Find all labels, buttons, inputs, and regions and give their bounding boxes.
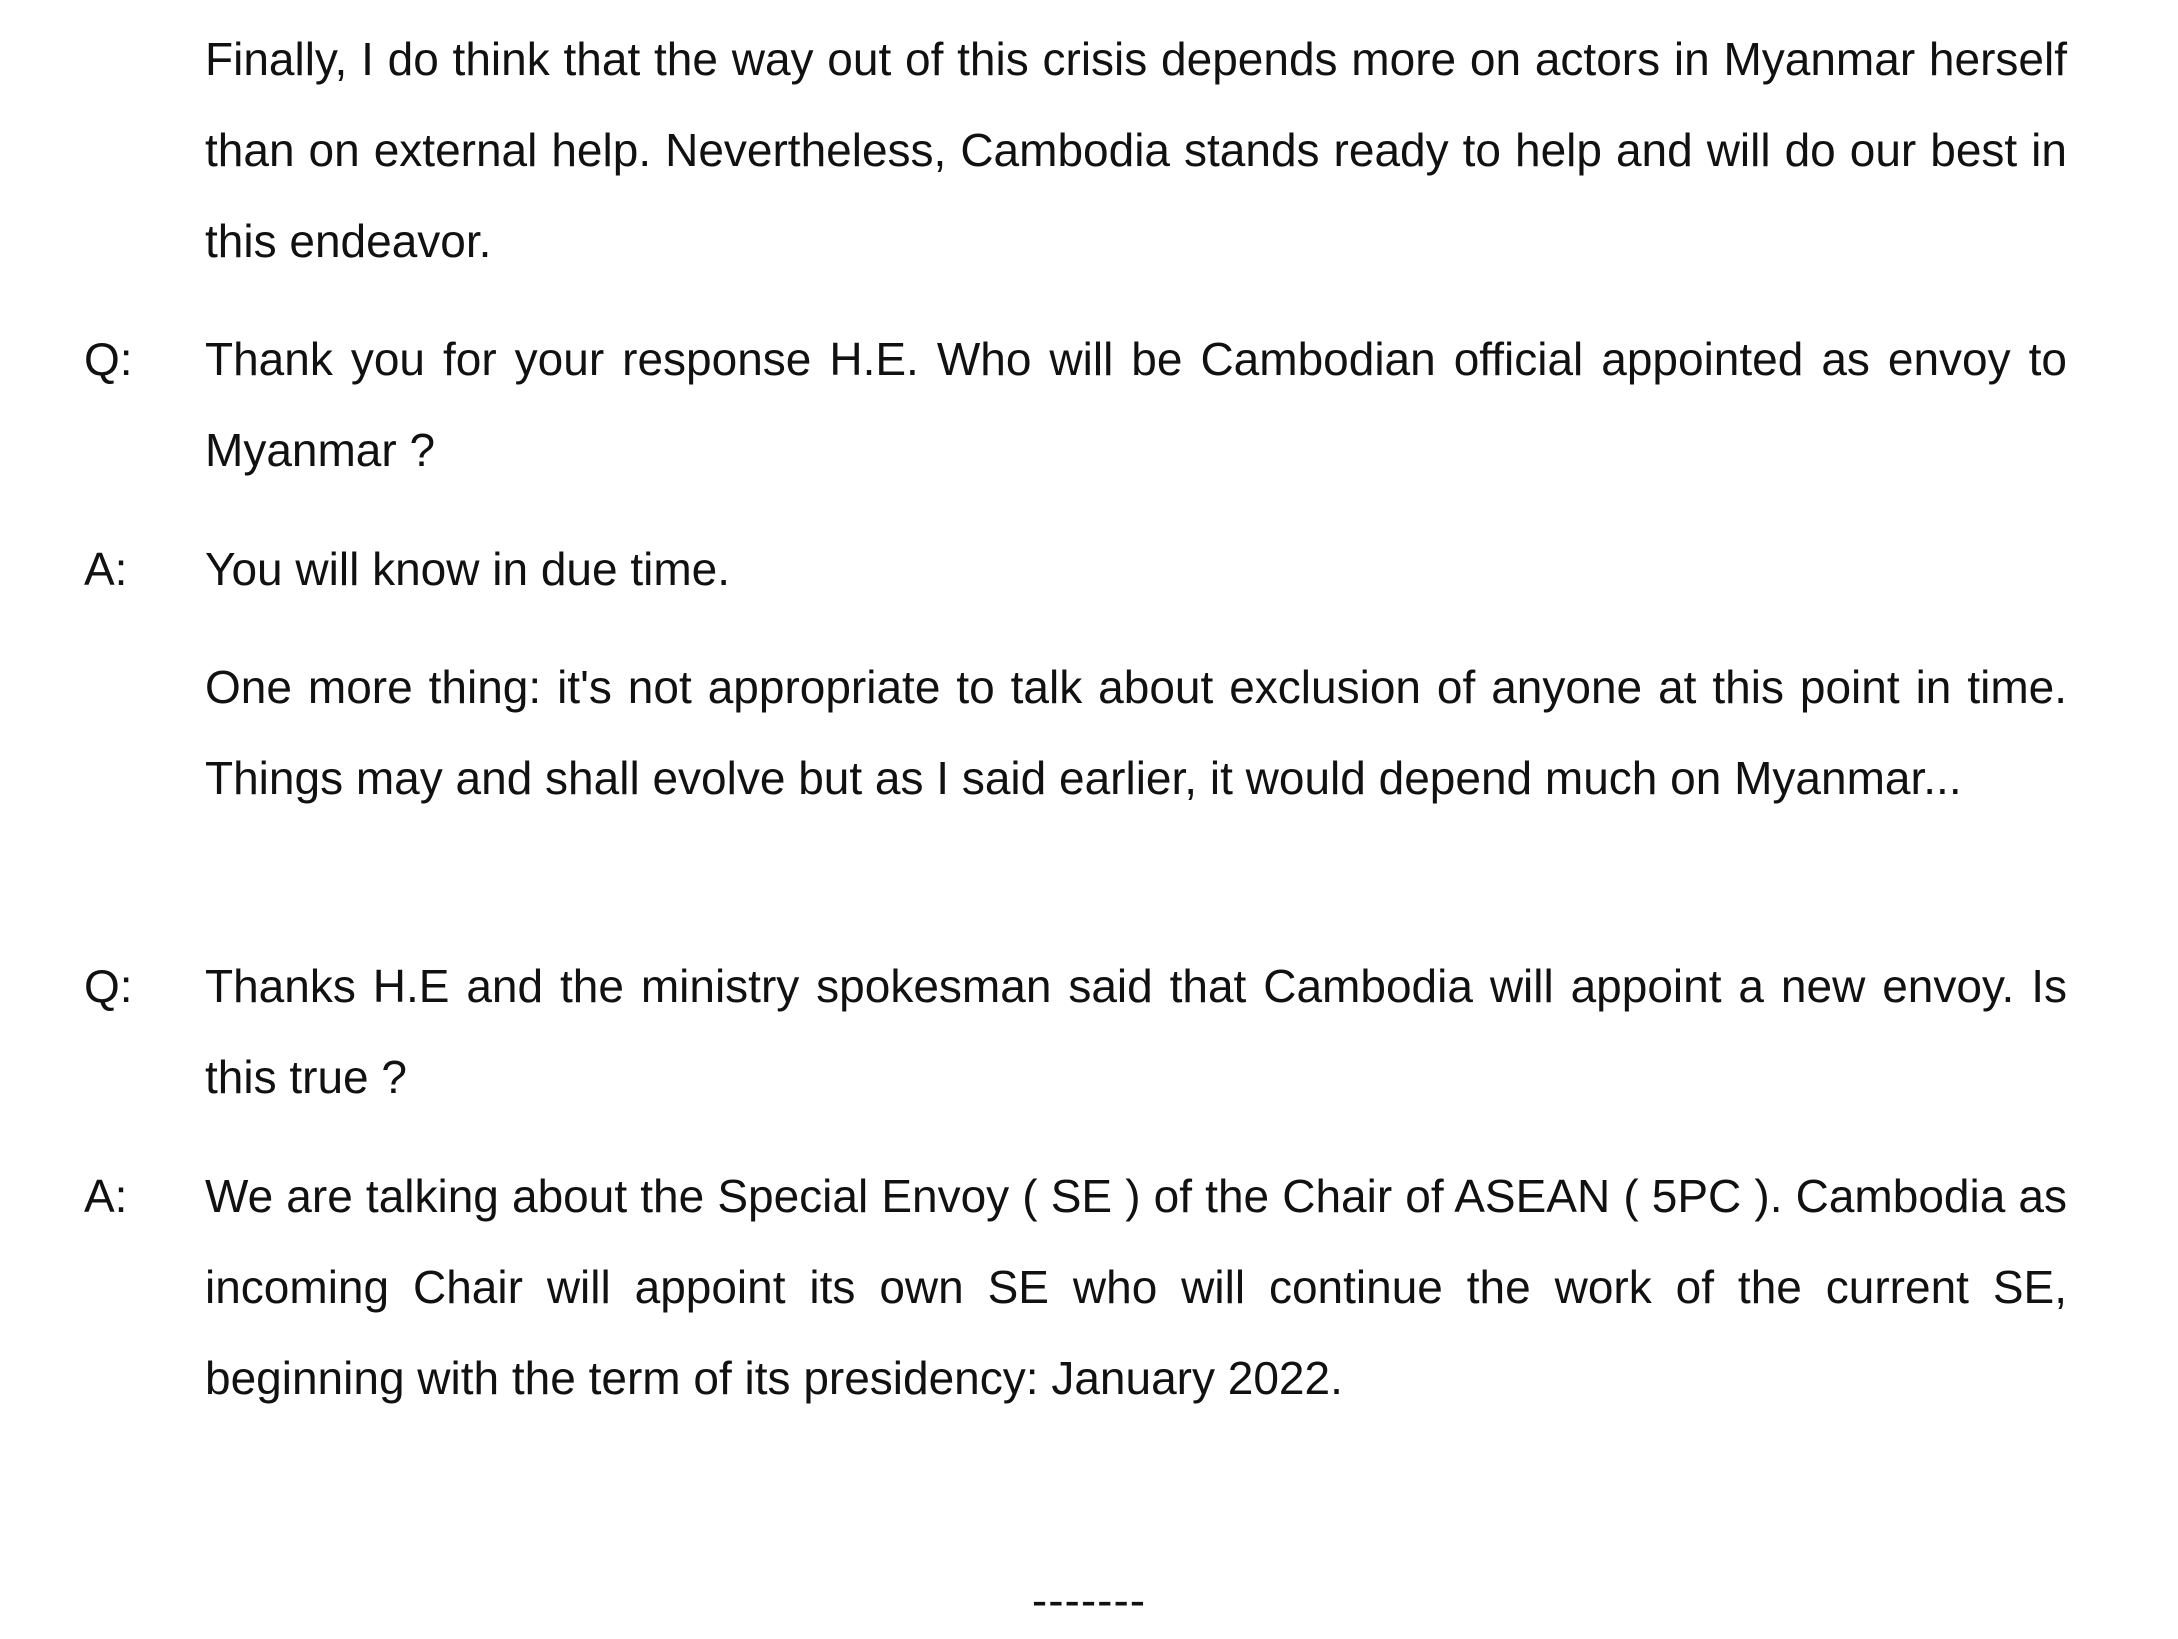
question-new-envoy: Thanks H.E and the ministry spokesman said that Cambodia will appoint a new envoy. Is this true ? (205, 960, 2067, 1103)
question-envoy: Thank you for your response H.E. Who will be Cambodian official appointed as envoy to Myanmar ? (205, 333, 2067, 476)
question-label: Q: (84, 960, 133, 1012)
answer-due-time: You will know in due time. (205, 543, 731, 595)
answer-label: A: (84, 543, 128, 595)
answer-label: A: (84, 1170, 128, 1222)
answer-special-envoy: We are talking about the Special Envoy ( SE ) of the Chair of ASEAN ( 5PC ). Cambodia as incoming Chair will appoint its own SE who will continue the work of the current SE, beginning with the term of its presidency: January 2022. (205, 1170, 2067, 1404)
paragraph-finally: Finally, I do think that the way out of this crisis depends more on actors in Myanmar herself than on external help. Nevertheless, Cambodia stands ready to help and will do our best in this endeavor. (205, 33, 2067, 267)
section-divider: ------- (1031, 1574, 1147, 1626)
question-label: Q: (84, 333, 133, 385)
paragraph-one-more-thing: One more thing: it's not appropriate to talk about exclusion of anyone at this point in time. Things may and shall evolve but as I said earlier, it would depend much on Myanmar... (205, 661, 2067, 804)
